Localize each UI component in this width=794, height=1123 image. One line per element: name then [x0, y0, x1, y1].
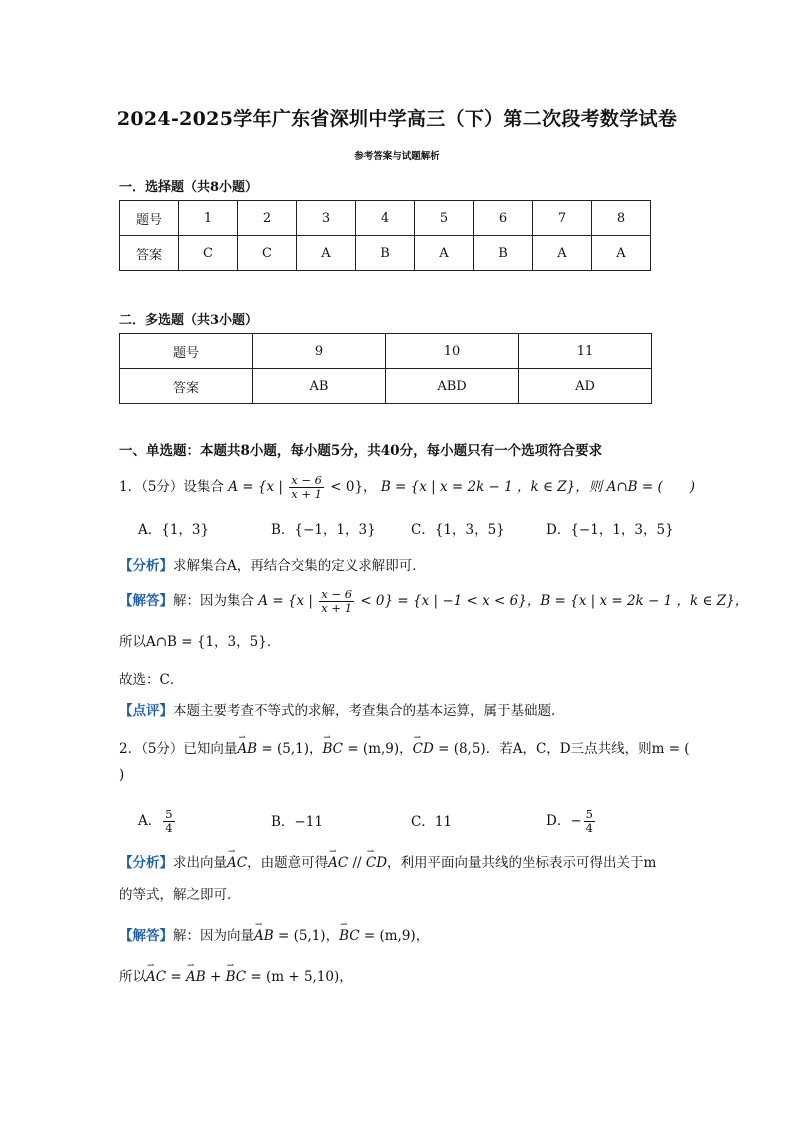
q1-so: 所以A∩B = {1，3，5}．	[119, 634, 281, 650]
q1-sol-frac-den: x + 1	[321, 601, 353, 615]
q2-stem	[119, 738, 690, 760]
q2-sum-val: = (m + 5,10)，	[246, 969, 353, 985]
part-heading: 一、单选题：本题共8小题，每小题5分，共40分，每小题只有一个选项符合要求	[119, 443, 603, 459]
q1-stem-prefix: 1．（5分）设集合	[119, 479, 224, 495]
q2-vec-bc: ⇀ BC	[323, 738, 344, 760]
q2-sum: 所以⇀ AC = ⇀ AB + ⇀ BC = (m + 5,10)，	[119, 966, 679, 988]
q1-fraction	[289, 474, 324, 501]
q2-sol-ab-val: = (5,1)，	[273, 928, 340, 944]
table-cell: 答案	[120, 236, 179, 271]
q2-option-c: C．11	[411, 814, 453, 830]
q1-option-c: C．{1，3，5}	[411, 522, 505, 538]
q1-option-d: D．{−1，1，3，5}	[546, 522, 674, 538]
table-cell: B	[474, 236, 533, 271]
q1-solution-post: < 0} = {x | −1 < x < 6}，B = {x | x = 2k − 1 ，k ∈ Z}，	[360, 593, 749, 609]
q2-analysis: 【分析】求出向量⇀ AC，由题意可得⇀ AC // ⇀ CD，利用平面向量共线的坐标表示可得出关于m	[119, 852, 679, 874]
q2-sol-bc-val: = (m,9)，	[359, 928, 430, 944]
q1-stem-end: A∩B = ( )	[606, 479, 695, 495]
q2-sol-vec-bc: ⇀ BC	[339, 925, 360, 947]
table-cell: 10	[386, 334, 519, 369]
q1-stem	[119, 473, 695, 501]
table-cell: 题号	[120, 201, 179, 236]
q1-set-a-post: < 0}，	[330, 479, 377, 495]
q1-solution-pre: 解：因为集合	[173, 593, 254, 609]
page-subtitle: 参考答案与试题解析	[354, 151, 440, 162]
q2-cd-val: = (8,5)．若A，C，D三点共线，则m = (	[433, 741, 690, 757]
q2-analysis-line2: 的等式，解之即可．	[119, 887, 241, 903]
q2-option-a	[138, 808, 177, 835]
answer-table-multi	[119, 333, 652, 404]
q2-opt-d-num: 5	[585, 807, 593, 821]
q2-stem-prefix: 2．（5分）已知向量	[119, 741, 238, 757]
table-cell: A	[415, 236, 474, 271]
q2-option-a-label: A．	[138, 813, 162, 829]
q1-analysis-text: 求解集合A，再结合交集的定义求解即可．	[173, 558, 426, 574]
table-cell: A	[297, 236, 356, 271]
q2-vec-cd-2: ⇀ CD	[366, 852, 387, 874]
table-cell: 9	[253, 334, 386, 369]
table-cell: 答案	[120, 369, 253, 404]
table-cell: 11	[519, 334, 652, 369]
q1-choose: 故选：C．	[119, 672, 184, 688]
section1-heading: 一．选择题（共8小题）	[119, 180, 259, 195]
comment-tag: 【点评】	[119, 703, 173, 719]
q2-option-b: B．−11	[271, 814, 323, 830]
q2-opt-d-den: 4	[585, 821, 593, 835]
table-cell: 8	[592, 201, 651, 236]
q1-sol-frac-num: x − 6	[321, 587, 353, 601]
q2-sum-vec-ab: ⇀ AB	[186, 966, 206, 988]
q1-option-b: B．{−1，1，3}	[271, 522, 376, 538]
table-cell: 题号	[120, 334, 253, 369]
q2-vec-ac-2: ⇀ AC	[328, 852, 348, 874]
q2-analysis-2: ，由题意可得	[247, 855, 329, 871]
table-cell: AD	[519, 369, 652, 404]
table-cell: A	[592, 236, 651, 271]
table-cell: 4	[356, 201, 415, 236]
q2-vec-ab: ⇀ AB	[237, 738, 257, 760]
q2-option-d	[546, 808, 597, 835]
table-row	[120, 236, 651, 271]
table-row	[120, 334, 652, 369]
solution-tag: 【解答】	[119, 928, 173, 944]
q2-option-d-frac	[584, 808, 595, 835]
q2-ab-val: = (5,1)，	[257, 741, 323, 757]
table-cell: 6	[474, 201, 533, 236]
q2-bc-val: = (m,9)，	[343, 741, 413, 757]
q2-sol-vec-ab: ⇀ AB	[254, 925, 274, 947]
q2-stem-end: )	[119, 767, 125, 783]
q2-opt-a-num: 5	[165, 807, 173, 821]
solution-tag: 【解答】	[119, 593, 173, 609]
table-cell: AB	[253, 369, 386, 404]
table-cell: C	[179, 236, 238, 271]
table-cell: 7	[533, 201, 592, 236]
q1-option-a: A．{1，3}	[138, 522, 210, 538]
q1-comment	[119, 700, 679, 722]
table-cell: A	[533, 236, 592, 271]
q2-vec-cd: ⇀ CD	[413, 738, 434, 760]
section2-heading: 二．多选题（共3小题）	[119, 313, 259, 328]
q2-option-a-frac	[163, 808, 174, 835]
q2-sum-vec-bc: ⇀ BC	[226, 966, 247, 988]
q2-opt-a-den: 4	[165, 821, 173, 835]
q1-frac-den: x + 1	[291, 487, 322, 501]
q2-option-d-label: D．−	[546, 813, 582, 829]
analysis-tag: 【分析】	[119, 855, 173, 871]
q1-analysis	[119, 555, 679, 577]
q2-analysis-1: 求出向量	[173, 855, 227, 871]
q1-frac-num: x − 6	[291, 473, 322, 487]
table-cell: C	[238, 236, 297, 271]
table-row	[120, 369, 652, 404]
q1-solution	[119, 587, 749, 615]
table-cell: 2	[238, 201, 297, 236]
table-cell: 5	[415, 201, 474, 236]
q2-sum-vec-ac: ⇀ AC	[146, 966, 166, 988]
analysis-tag: 【分析】	[119, 558, 173, 574]
q1-set-b: B = {x | x = 2k − 1 ，k ∈ Z}，则	[380, 479, 603, 495]
q2-solution-1: 解：因为向量	[173, 928, 254, 944]
q2-analysis-3: ，利用平面向量共线的坐标表示可得出关于m	[387, 855, 657, 871]
q1-solution-fraction	[319, 588, 354, 615]
answer-table-single	[119, 200, 651, 271]
q1-solution-set-a: A = {x |	[258, 593, 313, 609]
q1-comment-text: 本题主要考查不等式的求解，考查集合的基本运算，属于基础题．	[173, 703, 565, 719]
table-cell: 3	[297, 201, 356, 236]
q1-set-a: A = {x |	[228, 479, 283, 495]
table-cell: 1	[179, 201, 238, 236]
q2-vec-ac: ⇀ AC	[227, 852, 247, 874]
page-title: 2024-2025学年广东省深圳中学高三（下）第二次段考数学试卷	[116, 108, 678, 130]
table-row	[120, 201, 651, 236]
q2-sum-prefix: 所以	[119, 969, 146, 985]
table-cell: B	[356, 236, 415, 271]
q2-solution	[119, 925, 679, 947]
table-cell: ABD	[386, 369, 519, 404]
